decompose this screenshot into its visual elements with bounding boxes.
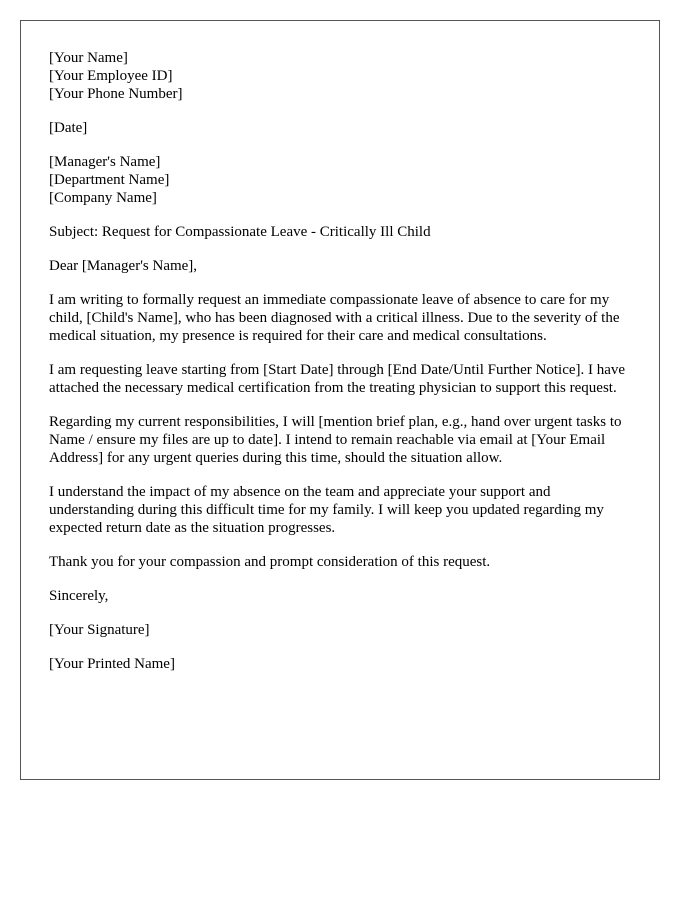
recipient-block (49, 153, 639, 207)
salutation: Dear [Manager's Name], (49, 258, 198, 274)
sender-name: [Your Name] (49, 50, 128, 66)
letter-content (49, 49, 639, 689)
letter-date: [Date] (49, 120, 88, 136)
sender-employee-id: [Your Employee ID] (49, 68, 173, 84)
body-paragraph-5: Thank you for your compassion and prompt consideration of this request. (49, 554, 491, 570)
body-paragraph-1: I am writing to formally request an immediate compassionate leave of absence to care for my child, [Child's Name], who has been diagnosed with a critical illness. Due to the severity of the medical situation, my presence is required for their care and medical consultations. (49, 292, 620, 344)
sender-block (49, 49, 639, 103)
body-paragraph-2: I am requesting leave starting from [Start Date] through [End Date/Until Further Notice]. I have attached the necessary medical certification from the treating physician to support this request. (49, 362, 626, 396)
sender-phone: [Your Phone Number] (49, 86, 183, 102)
body-paragraph-4: I understand the impact of my absence on the team and appreciate your support and understanding during this difficult time for my family. I will keep you updated regarding my expected return date as the situation progresses. (49, 484, 604, 536)
closing: Sincerely, (49, 588, 109, 604)
recipient-company: [Company Name] (49, 190, 157, 206)
recipient-department: [Department Name] (49, 172, 170, 188)
signature: [Your Signature] (49, 622, 150, 638)
letter-page (20, 20, 660, 780)
subject-line: Subject: Request for Compassionate Leave - Critically Ill Child (49, 224, 431, 240)
body-paragraph-3: Regarding my current responsibilities, I will [mention brief plan, e.g., hand over urgent tasks to Name / ensure my files are up to date]. I intend to remain reachable via email at [Your Email Address] for any urgent queries during this time, should the situation allow. (49, 414, 622, 466)
printed-name: [Your Printed Name] (49, 656, 175, 672)
date-block (49, 119, 639, 137)
recipient-name: [Manager's Name] (49, 154, 161, 170)
